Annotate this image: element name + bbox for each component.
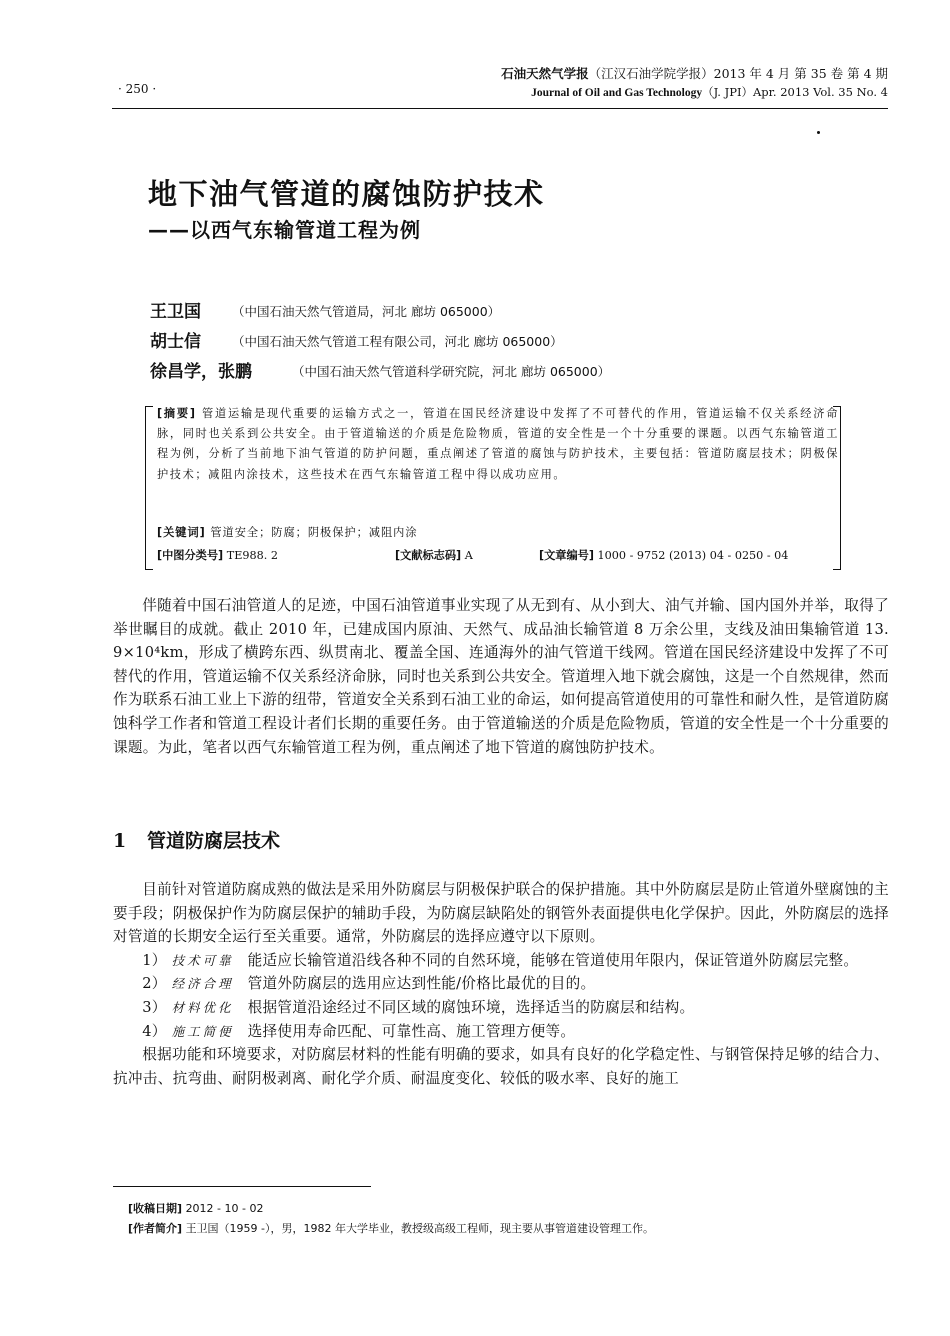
list-text: 管道外防腐层的选用应达到性能/价格比最优的目的。 <box>247 975 596 993</box>
journal-cn-line <box>501 64 888 83</box>
footnote-author <box>128 1220 654 1236</box>
journal-info <box>501 64 888 103</box>
author-row <box>150 327 563 352</box>
list-text: 能适应长输管道沿线各种不同的自然环境，能够在管道使用年限内，保证管道外防腐层完整。 <box>247 951 859 969</box>
journal-en-issue: （J. JPI）Apr. 2013 Vol. 35 No. 4 <box>702 85 888 99</box>
author-row <box>150 357 610 382</box>
section-number: 1 <box>113 830 127 852</box>
list-num: 3） <box>142 998 167 1016</box>
page-number: · 250 · <box>118 82 157 96</box>
list-item <box>113 996 889 1020</box>
doc-code-value: A <box>464 549 473 562</box>
received-label: [收稿日期] <box>128 1202 183 1215</box>
journal-en-name: Journal of Oil and Gas Technology <box>531 87 703 99</box>
keywords-line <box>157 524 418 540</box>
article-subtitle: ——以西气东输管道工程为例 <box>148 218 421 242</box>
decorative-dot <box>817 131 820 134</box>
author-name: 王卫国 <box>150 302 201 322</box>
author-name: 胡士信 <box>150 332 201 352</box>
keywords-value: 管道安全；防腐；阴极保护；减阻内涂 <box>210 526 418 539</box>
footnote-divider <box>113 1186 371 1187</box>
list-num: 4） <box>142 1022 167 1040</box>
intro-paragraph: 伴随着中国石油管道人的足迹，中国石油管道事业实现了从无到有、从小到大、油气并输、国内国外并举，取得了举世瞩目的成就。截止 2010 年，已建成国内原油、天然气、成品油长输管道 8 万余公里，支线及油田集输管道 13. 9×10⁴km，形成了横跨东西、纵贯南北、覆盖全国、连通海外的油气管道干线网。管道在国民经济建设中发挥了不可替代的作用，管道运输不仅关系经济命脉，同时也关系到公共安全。管道埋入地下就会腐蚀，这是一个自然规律，然而作为联系石油工业上下游的纽带，管道安全关系到石油工业的命运，如何提高管道使用的可靠性和耐久性，是管道防腐蚀科学工作者和管道工程设计者们长期的重要任务。由于管道输送的介质是危险物质，管道的安全性是一个十分重要的课题。为此，笔者以西气东输管道工程为例，重点阐述了地下管道的腐蚀防护技术。 <box>113 597 889 756</box>
list-term: 技术可靠 <box>171 952 234 968</box>
list-term: 施工简便 <box>171 1023 234 1039</box>
section-heading <box>113 826 280 853</box>
cls-label: [中图分类号] <box>157 549 224 562</box>
list-text: 根据管道沿途经过不同区域的腐蚀环境，选择适当的防腐层和结构。 <box>247 998 695 1016</box>
running-header <box>112 64 888 109</box>
article-no-value: 1000 - 9752 (2013) 04 - 0250 - 04 <box>597 549 789 562</box>
list-item <box>113 949 889 973</box>
cls-segment <box>157 547 278 563</box>
body-paragraph: 目前针对管道防腐成熟的做法是采用外防腐层与阴极保护联合的保护措施。其中外防腐层是防止管道外壁腐蚀的主要手段；阴极保护作为防腐层保护的辅助手段，为防腐层缺陷处的钢管外表面提供电化学保护。因此，外防腐层的选择对管道的长期安全运行至关重要。通常，外防腐层的选择应遵守以下原则。 <box>113 881 889 946</box>
author-affiliation: （中国石油天然气管道科学研究院，河北 廊坊 065000） <box>292 364 611 379</box>
author-name: 徐昌学，张鹏 <box>150 362 252 382</box>
received-value: 2012 - 10 - 02 <box>185 1202 264 1215</box>
author-bio-value: 王卫国（1959 -），男，1982 年大学毕业，教授级高级工程师，现主要从事管道建设管理工作。 <box>185 1222 655 1235</box>
journal-cn-issue: （江汉石油学院学报）2013 年 4 月 第 35 卷 第 4 期 <box>588 66 888 81</box>
body-paragraph: 根据功能和环境要求，对防腐层材料的性能有明确的要求，如具有良好的化学稳定性、与钢管保持足够的结合力、抗冲击、抗弯曲、耐阴极剥离、耐化学介质、耐温度变化、较低的吸水率、良好的施工 <box>113 1046 889 1087</box>
footnote-received <box>128 1200 263 1216</box>
list-item <box>113 1020 889 1044</box>
section1-body <box>113 878 889 1090</box>
keywords-label: [关键词] <box>157 526 206 539</box>
intro-section <box>113 594 889 759</box>
doc-code-segment <box>395 547 473 563</box>
cls-value: TE988. 2 <box>226 549 278 562</box>
abstract-bracket-left <box>145 406 153 570</box>
list-text: 选择使用寿命匹配、可靠性高、施工管理方便等。 <box>247 1022 576 1040</box>
author-affiliation: （中国石油天然气管道工程有限公司，河北 廊坊 065000） <box>232 334 563 349</box>
abstract-text <box>157 404 839 485</box>
abstract-box <box>145 402 841 572</box>
author-row <box>150 297 500 322</box>
section-title: 管道防腐层技术 <box>147 830 281 852</box>
list-term: 经济合理 <box>171 976 234 992</box>
abstract-body: 管道运输是现代重要的运输方式之一，管道在国民经济建设中发挥了不可替代的作用，管道运输不仅关系经济命脉，同时也关系到公共安全。由于管道输送的介质是危险物质，管道的安全性是一个十分重要的课题。以西气东输管道工程为例，分析了当前地下油气管道的防护问题，重点阐述了管道的腐蚀与防护技术，主要包括：管道防腐层技术；阴极保护技术；减阻内涂技术，这些技术在西气东输管道工程中得以成功应用。 <box>157 407 839 481</box>
doc-code-label: [文献标志码] <box>395 549 462 562</box>
article-no-label: [文章编号] <box>539 549 594 562</box>
article-title: 地下油气管道的腐蚀防护技术 <box>148 177 545 211</box>
list-term: 材料优化 <box>171 999 234 1015</box>
list-num: 1） <box>142 951 167 969</box>
list-item <box>113 972 889 996</box>
author-affiliation: （中国石油天然气管道局，河北 廊坊 065000） <box>232 304 501 319</box>
author-bio-label: [作者简介] <box>128 1222 183 1235</box>
list-num: 2） <box>142 975 167 993</box>
journal-cn-name: 石油天然气学报 <box>501 66 589 81</box>
journal-en-line <box>501 83 888 103</box>
abstract-label: [摘要] <box>157 407 197 420</box>
article-no-segment <box>539 547 788 563</box>
